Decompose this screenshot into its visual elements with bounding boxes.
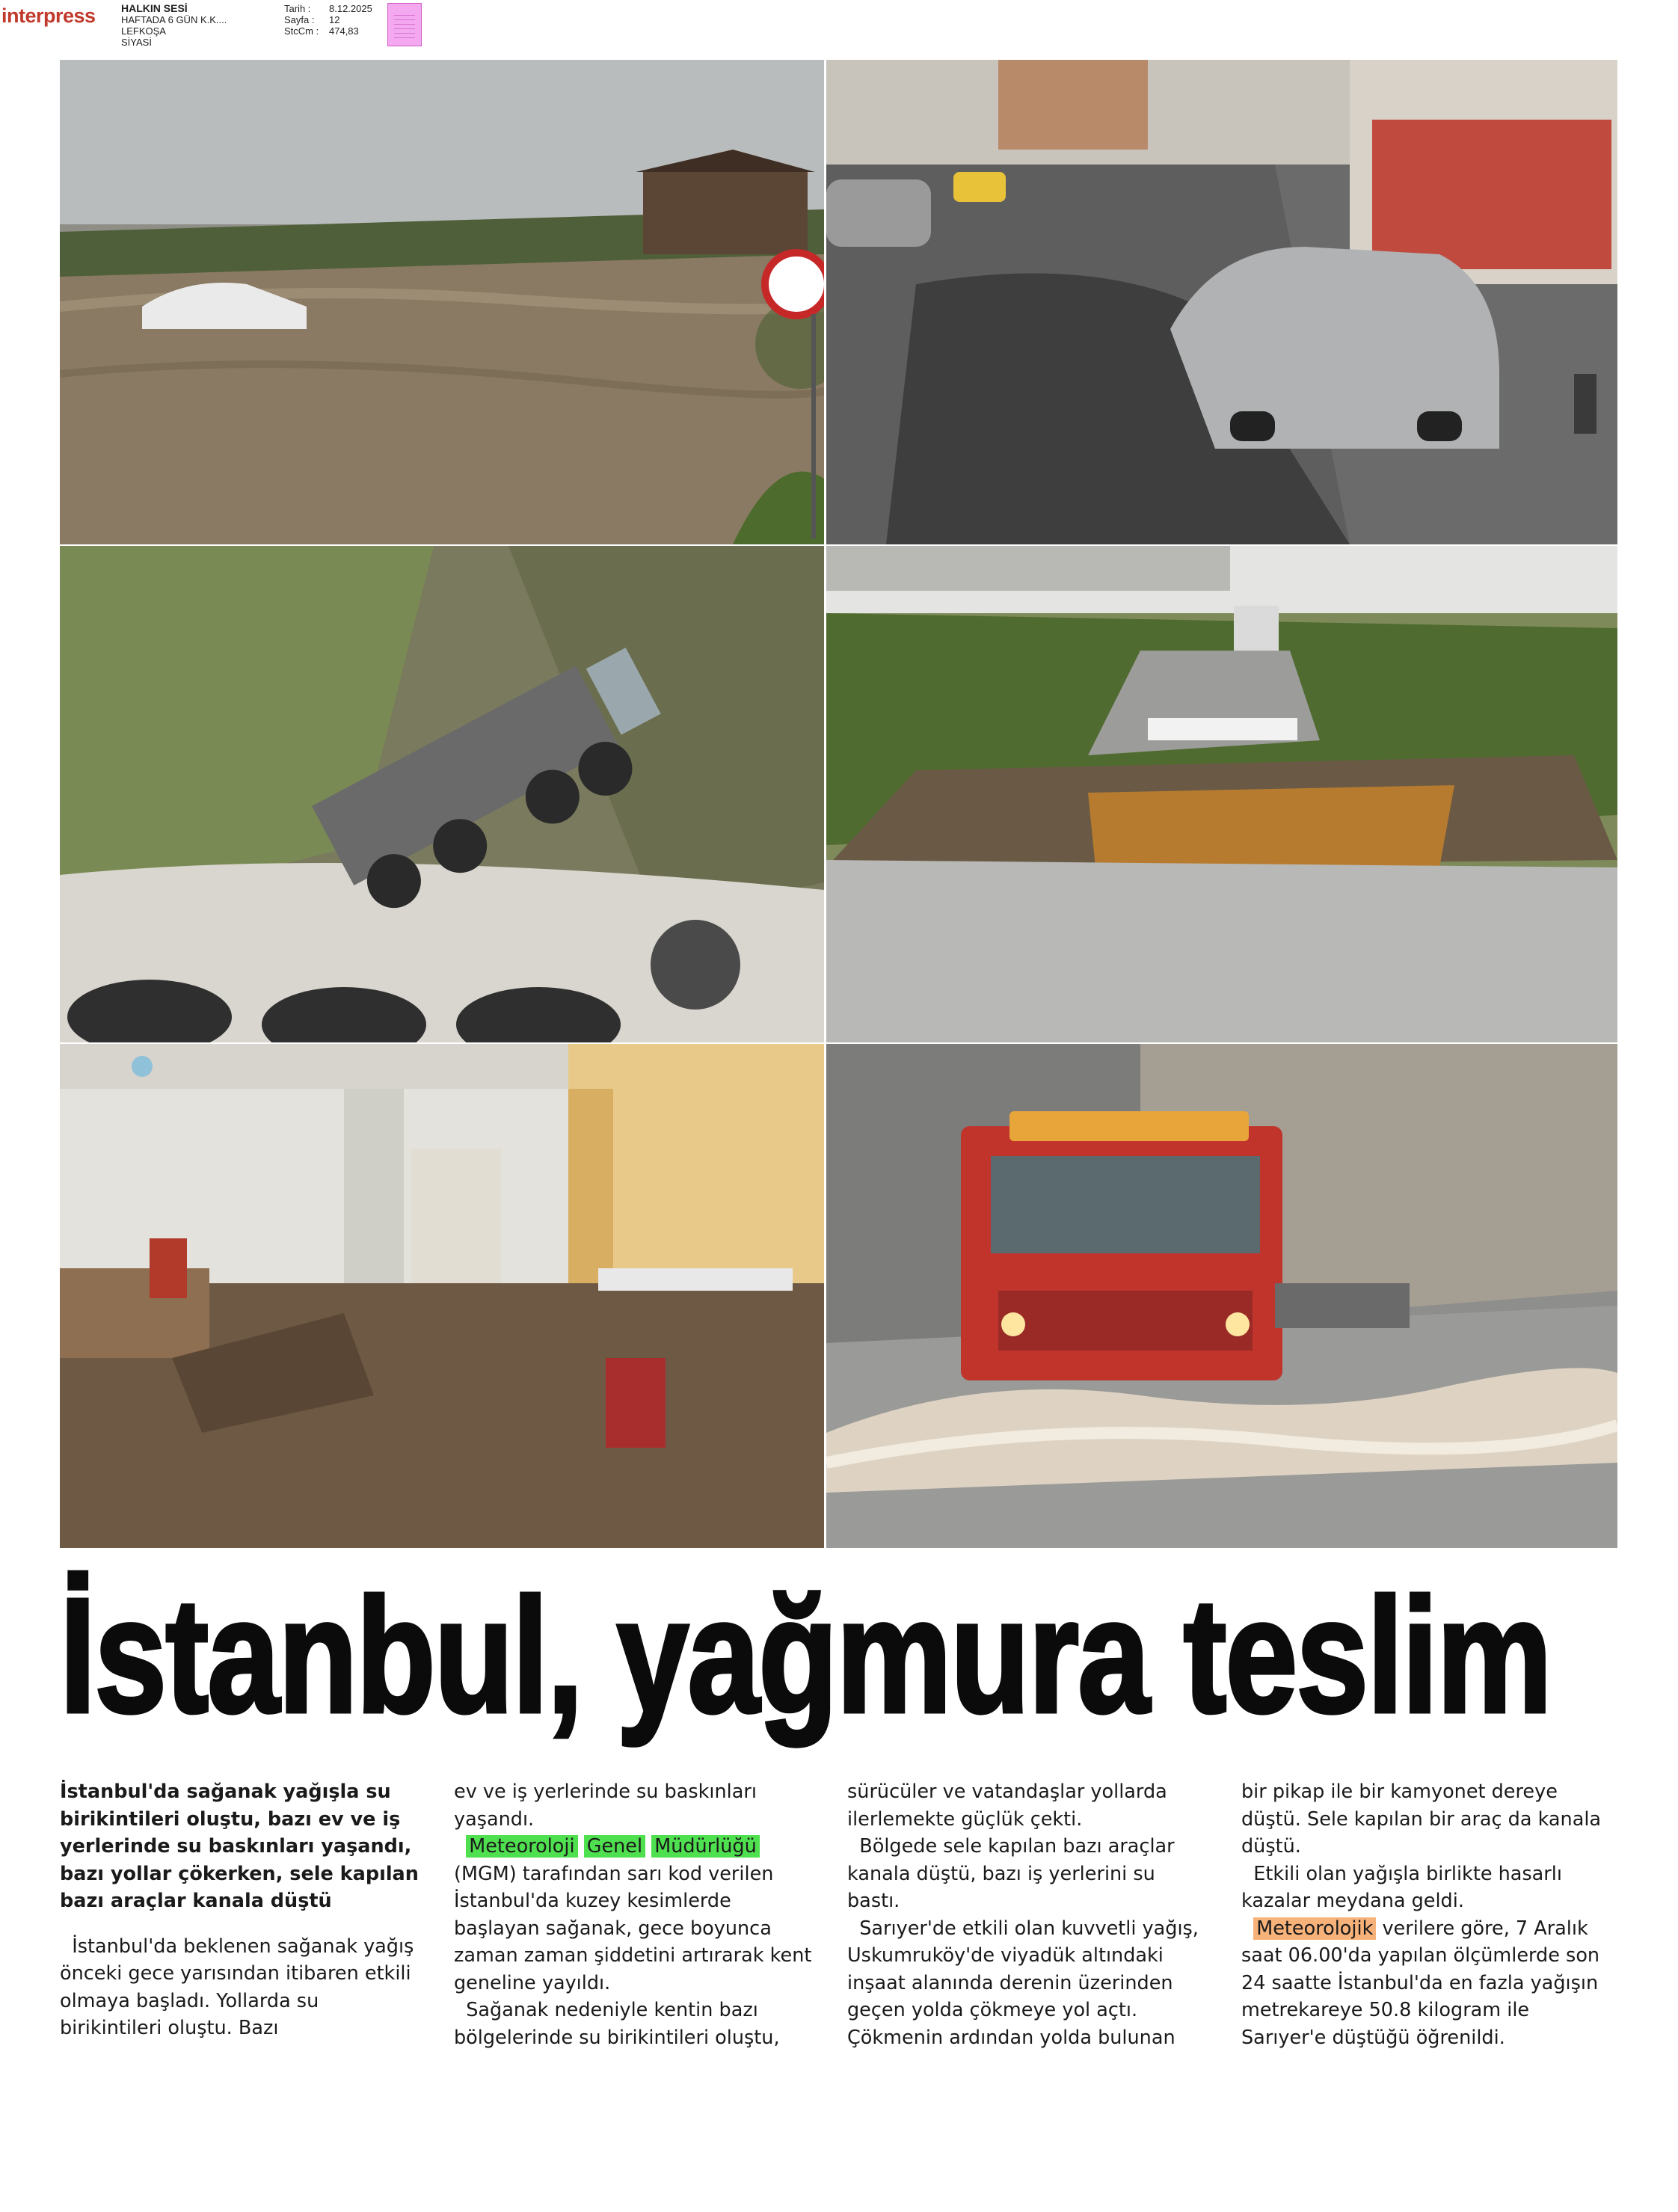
article-column-1	[60, 1778, 425, 2042]
photo-flooded-interior	[60, 1044, 824, 1548]
article-text: (MGM) tarafından sarı kod verilen İstanbul'da kuzey kesimlerde başlayan sağanak, gece boyunca zaman zaman şiddetini artırarak kent geneline yayıldı.	[454, 1862, 812, 1994]
meta-size-value: 474,83	[329, 25, 359, 37]
meta-page-label: Sayfa :	[284, 14, 315, 25]
article-paragraph: sürücüler ve vatandaşlar yollarda ilerlemekte güçlük çekti.	[847, 1781, 1167, 1831]
damaged-room-photo-icon	[60, 1044, 824, 1548]
clipping-stamp-icon	[387, 3, 422, 46]
article-lead: İstanbul'da sağanak yağışla su birikintileri oluştu, bazı ev ve iş yerlerinde su baskınları yaşandı, bazı yollar çökerken, sele kapılan bazı araçlar kanala düştü	[60, 1781, 419, 1912]
interpress-logo: interpress	[1, 4, 96, 27]
article-paragraph	[454, 1833, 819, 1997]
meta-size-label: StcCm :	[284, 25, 319, 37]
publication-frequency: HAFTADA 6 GÜN K.K....	[121, 14, 227, 25]
article-text: Sağanak nedeniyle kentin bazı bölgelerinde su birikintileri oluştu,	[454, 1999, 780, 2049]
meta-date-value: 8.12.2025	[329, 3, 372, 14]
article-paragraph	[847, 1833, 1212, 1915]
publication-info	[121, 3, 286, 48]
article-paragraph	[1241, 1861, 1606, 1915]
article-paragraph: ev ve iş yerlerinde su baskınları yaşandı.	[454, 1781, 757, 1831]
clipping-meta	[284, 3, 389, 37]
photo-flooded-car	[60, 60, 824, 544]
article-paragraph	[60, 1933, 425, 2042]
publication-section: SİYASİ	[121, 37, 152, 48]
article-paragraph: bir pikap ile bir kamyonet dereye düştü. Sele kapılan bir araç da kanala düştü.	[1241, 1781, 1602, 1858]
tow-truck-photo-icon	[826, 1044, 1617, 1548]
photo-collapsed-road-car	[826, 60, 1617, 544]
highlight-term: Genel	[584, 1835, 645, 1858]
flooded-street-photo-icon	[60, 60, 824, 544]
road-collapse-photo-icon	[826, 546, 1617, 1042]
meta-size-row	[284, 25, 389, 37]
sinking-car-photo-icon	[826, 60, 1617, 544]
meta-page-row	[284, 14, 389, 25]
meta-date-row	[284, 3, 389, 14]
highlight-term: Meteorolojik	[1253, 1917, 1376, 1940]
article-column-4	[1241, 1778, 1606, 2051]
article-text: İstanbul'da beklenen sağanak yağış önceki gece yarısından itibaren etkili olmaya başladı. Yollarda su birikintileri oluştu. Bazı	[60, 1935, 414, 2039]
headline: İstanbul, yağmura teslim	[60, 1565, 1552, 1747]
photo-tow-truck-flood	[826, 1044, 1617, 1548]
article-column-3	[847, 1778, 1212, 2051]
article-text: Etkili olan yağışla birlikte hasarlı kazalar meydana geldi.	[1241, 1862, 1562, 1912]
article-text: Sarıyer'de etkili olan kuvvetli yağış, Uskumruköy'de viyadük altındaki inşaat alanında derenin üzerinden geçen yolda çökmeye yol açtı. Çökmenin ardından yolda bulunan	[847, 1917, 1199, 2049]
publication-city: LEFKOŞA	[121, 25, 166, 37]
photo-collapsed-viaduct-road	[826, 546, 1617, 1042]
publication-name: HALKIN SESİ	[121, 2, 188, 14]
article-paragraph	[847, 1915, 1212, 2052]
meta-page-value: 12	[329, 14, 340, 25]
article-column-2	[454, 1778, 819, 2051]
meta-date-label: Tarih :	[284, 3, 311, 14]
highlight-term: Müdürlüğü	[651, 1835, 760, 1858]
highlight-term: Meteoroloji	[466, 1835, 577, 1858]
article-paragraph	[1241, 1915, 1606, 2052]
overturned-truck-photo-icon	[60, 546, 824, 1042]
article-paragraph	[454, 1997, 819, 2051]
article-text: verilere göre, 7 Aralık saat 06.00'da yapılan ölçümlerde son 24 saatte İstanbul'da en fazla yağışın metrekareye 50.8 kilogram ile Sarıyer'e düştüğü öğrenildi.	[1241, 1917, 1600, 2049]
article-text: Bölgede sele kapılan bazı araçlar kanala düştü, bazı iş yerlerini su bastı.	[847, 1835, 1175, 1912]
photo-overturned-truck	[60, 546, 824, 1042]
